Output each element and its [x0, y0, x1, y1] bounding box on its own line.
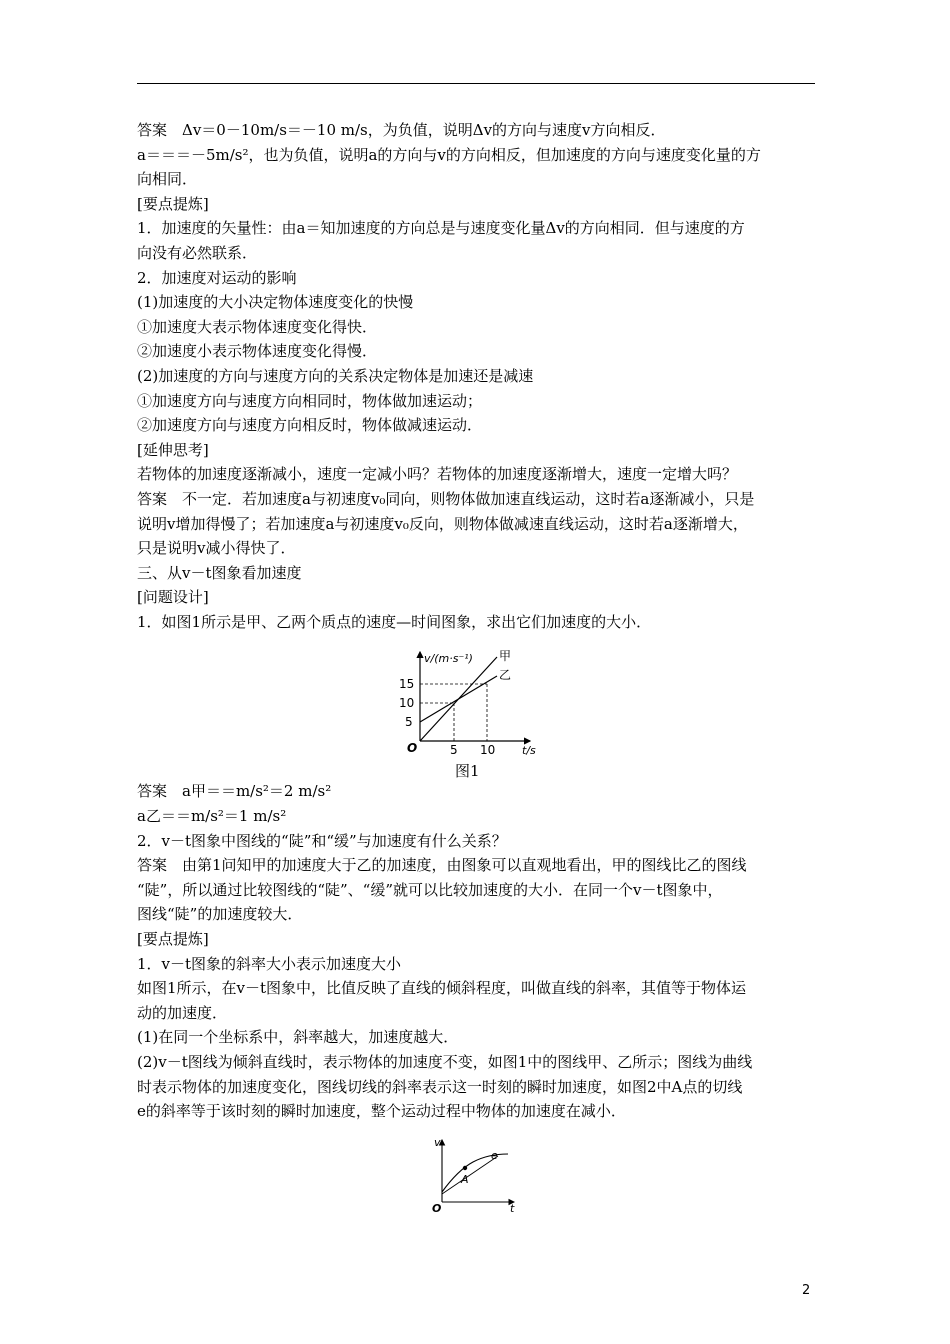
y-axis-label: v/(m·s⁻¹) [424, 652, 473, 665]
text-line: ②加速度方向与速度方向相反时，物体做减速运动． [137, 416, 483, 435]
series-label-jia: 甲 [499, 649, 512, 663]
section-label: [问题设计] [137, 588, 209, 607]
series-label-yi: 乙 [499, 668, 512, 682]
answer-line: 答案 由第1问知甲的加速度大于乙的加速度，由图象可以直观地看出，甲的图线比乙的图线 [137, 856, 747, 875]
text-line: (2)加速度的方向与速度方向的关系决定物体是加速还是减速 [137, 366, 534, 385]
figure-1-caption: 图1 [455, 762, 480, 780]
text-line: 时表示物体的加速度变化，图线切线的斜率表示这一时刻的瞬时加速度，如图2中A点的切线 [137, 1077, 743, 1096]
answer-line: 说明v增加得慢了；若加速度a与初速度v₀反向，则物体做减速直线运动，这时若a逐渐增大， [137, 514, 748, 533]
answer-line: “陡”，所以通过比较图线的“陡”、“缓”就可以比较加速度的大小．在同一个v－t图象中， [137, 880, 723, 899]
section-label: [要点提炼] [137, 930, 209, 949]
text-line: (2)v－t图线为倾斜直线时，表示物体的加速度不变，如图1中的图线甲、乙所示；图线为曲线 [137, 1053, 753, 1071]
text-line: 如图1所示，在v－t图象中，比值反映了直线的倾斜程度，叫做直线的斜率，其值等于物体运 [137, 979, 747, 998]
x-axis-label: t [510, 1202, 515, 1214]
tangent-line [442, 1156, 498, 1194]
origin-label: O [432, 1202, 442, 1214]
section-heading: 三、从v－t图象看加速度 [137, 563, 302, 582]
point-a-label: A [461, 1173, 469, 1186]
text-line: ①加速度方向与速度方向相同时，物体做加速运动； [137, 391, 483, 410]
text-line: 1．加速度的矢量性：由a＝知加速度的方向总是与速度变化量Δv的方向相同．但与速度的方 [137, 219, 745, 238]
origin-label: O [407, 741, 418, 755]
v-t-curve [442, 1154, 508, 1192]
question-line: 1．如图1所示是甲、乙两个质点的速度—时间图象，求出它们加速度的大小． [137, 612, 652, 631]
line-yi [420, 676, 497, 722]
text-line: a＝＝＝－5m/s²，也为负值，说明a的方向与v的方向相反，但加速度的方向与速度变化量的方 [137, 145, 761, 164]
text-line: e的斜率等于该时刻的瞬时加速度，整个运动过程中物体的加速度在减小． [137, 1102, 626, 1121]
header-rule [137, 83, 815, 84]
y-axis-label: v [434, 1136, 441, 1149]
text-line: 向相同． [137, 170, 198, 189]
text-line: ①加速度大表示物体速度变化得快． [137, 317, 378, 336]
section-label: [要点提炼] [137, 194, 209, 213]
point-a-marker [463, 1166, 467, 1170]
figure-1-vt-graph [390, 648, 550, 758]
text-line: 1．v－t图象的斜率大小表示加速度大小 [137, 954, 402, 973]
question-line: 若物体的加速度逐渐减小，速度一定减小吗？若物体的加速度逐渐增大，速度一定增大吗？ [137, 465, 738, 484]
text-line: ②加速度小表示物体速度变化得慢． [137, 342, 378, 361]
page-number: 2 [802, 1283, 811, 1298]
page-body [137, 118, 827, 1124]
answer-line: 只是说明v减小得快了． [137, 539, 296, 558]
x-axis-label: t/s [522, 744, 536, 757]
question-line: 2．v－t图象中图线的“陡”和“缓”与加速度有什么关系？ [137, 831, 507, 850]
y-tick-10: 10 [399, 696, 415, 710]
y-tick-15: 15 [399, 677, 415, 691]
text-line: 向没有必然联系． [137, 243, 258, 262]
y-tick-5: 5 [405, 715, 413, 729]
answer-line: a乙＝＝m/s²＝1 m/s² [137, 807, 287, 826]
answer-line: 答案 不一定．若加速度a与初速度v₀同向，则物体做加速直线运动，这时若a逐渐减小，只是 [137, 489, 755, 508]
text-line: (1)在同一个坐标系中，斜率越大，加速度越大． [137, 1028, 459, 1047]
text-line: 动的加速度． [137, 1003, 228, 1022]
answer-line: 图线“陡”的加速度较大． [137, 905, 303, 924]
x-tick-10: 10 [480, 743, 496, 757]
text-line: (1)加速度的大小决定物体速度变化的快慢 [137, 293, 414, 312]
tangent-label: e [491, 1149, 498, 1162]
x-tick-5: 5 [450, 743, 458, 757]
answer-line: 答案 a甲＝＝m/s²＝2 m/s² [137, 782, 332, 801]
text-line: 答案 Δv＝0－10m/s＝－10 m/s，为负值，说明Δv的方向与速度v方向相反． [137, 121, 666, 139]
text-line: 2．加速度对运动的影响 [137, 268, 297, 287]
figure-2-vt-graph [428, 1132, 528, 1214]
section-label: [延伸思考] [137, 440, 209, 459]
